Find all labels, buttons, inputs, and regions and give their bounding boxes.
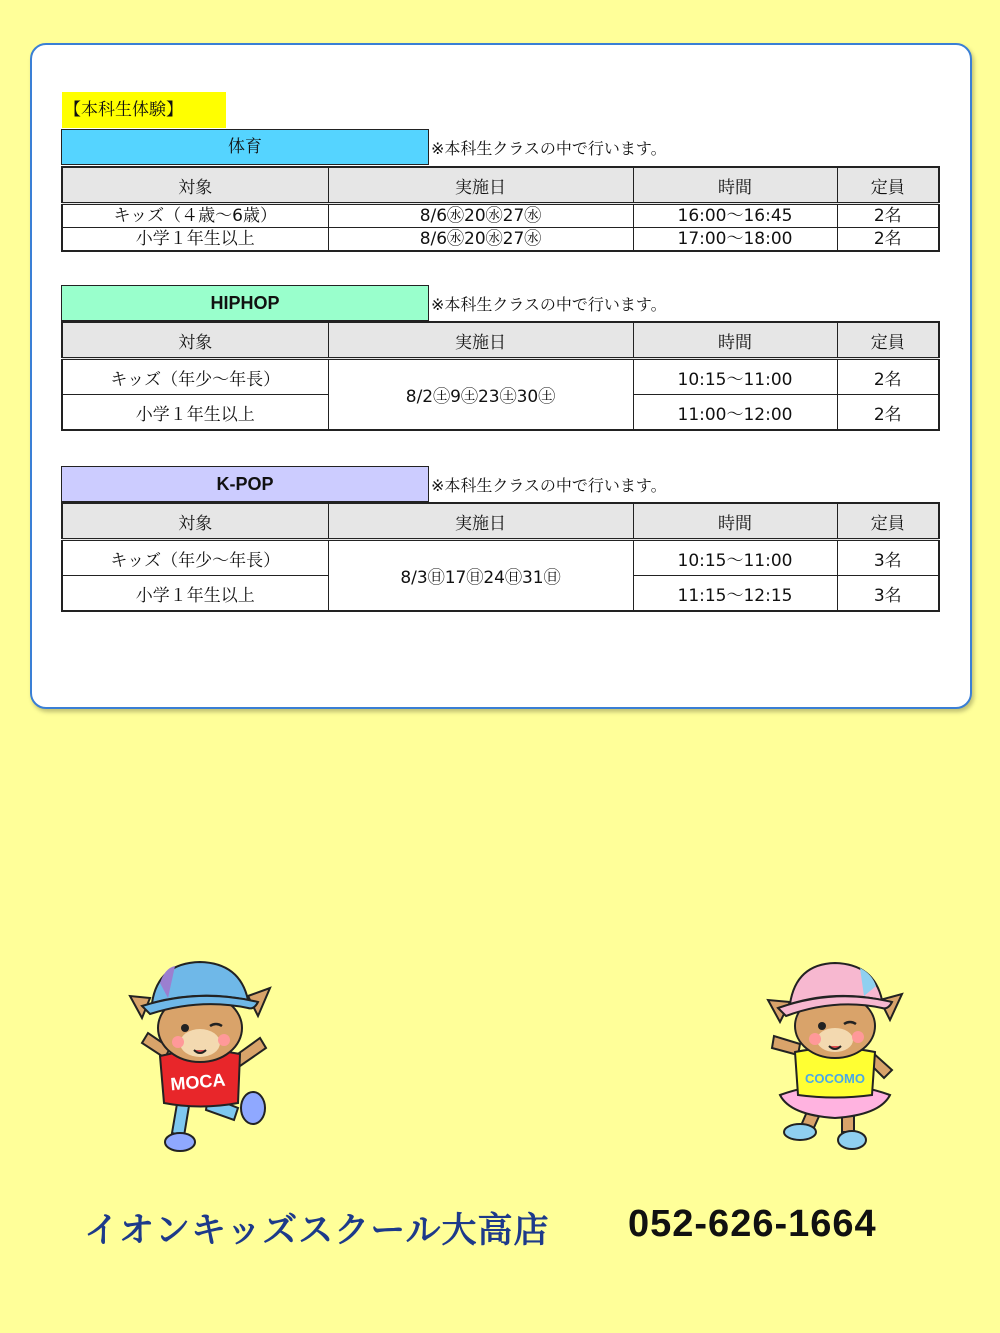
cell-capacity: 2名	[837, 359, 939, 395]
header-date: 実施日	[328, 322, 633, 359]
schedule-table	[61, 166, 940, 252]
cell-time: 16:00～16:45	[633, 204, 837, 228]
header-time: 時間	[633, 322, 837, 359]
section-taiiku	[61, 129, 940, 252]
section-note: ※本科生クラスの中で行います。	[431, 295, 667, 314]
cell-target: キッズ（４歳～6歳）	[62, 204, 328, 228]
cell-capacity: 2名	[837, 204, 939, 228]
cell-time: 11:00～12:00	[633, 395, 837, 431]
header-date: 実施日	[328, 167, 633, 204]
mascot-moca	[120, 958, 280, 1163]
cell-time: 11:15～12:15	[633, 576, 837, 612]
cell-target: 小学１年生以上	[62, 228, 328, 252]
table-row	[62, 204, 939, 228]
cell-capacity: 2名	[837, 228, 939, 252]
section-title: K-POP	[61, 466, 429, 502]
mascot-cocomo	[760, 960, 910, 1160]
header-target: 対象	[62, 503, 328, 540]
cell-capacity: 2名	[837, 395, 939, 431]
cell-capacity: 3名	[837, 576, 939, 612]
header-capacity: 定員	[837, 322, 939, 359]
section-note: ※本科生クラスの中で行います。	[431, 476, 667, 495]
section-kpop	[61, 466, 940, 612]
cell-date: 8/2㊏9㊏23㊏30㊏	[328, 359, 633, 431]
cell-date: 8/6㊌20㊌27㊌	[328, 204, 633, 228]
schedule-table	[61, 502, 940, 612]
header-time: 時間	[633, 503, 837, 540]
cell-target: キッズ（年少～年長）	[62, 359, 328, 395]
header-capacity: 定員	[837, 167, 939, 204]
cell-target: キッズ（年少～年長）	[62, 540, 328, 576]
section-title: 体育	[61, 129, 429, 165]
cell-date: 8/6㊌20㊌27㊌	[328, 228, 633, 252]
header-target: 対象	[62, 167, 328, 204]
cell-target: 小学１年生以上	[62, 395, 328, 431]
section-hiphop	[61, 285, 940, 431]
table-row	[62, 228, 939, 252]
header-target: 対象	[62, 322, 328, 359]
store-phone: 052-626-1664	[628, 1203, 877, 1245]
section-title: HIPHOP	[61, 285, 429, 321]
cell-target: 小学１年生以上	[62, 576, 328, 612]
table-row	[62, 359, 939, 395]
schedule-table	[61, 321, 940, 431]
page-heading: 【本科生体験】	[62, 92, 226, 128]
mascot-shirt-text: COCOMO	[805, 1071, 865, 1086]
mascot-shirt-text: MOCA	[169, 1069, 227, 1095]
cell-time: 10:15～11:00	[633, 359, 837, 395]
section-note: ※本科生クラスの中で行います。	[431, 139, 667, 158]
header-date: 実施日	[328, 503, 633, 540]
header-capacity: 定員	[837, 503, 939, 540]
store-name: イオンキッズスクール大高店	[84, 1211, 550, 1251]
cell-capacity: 3名	[837, 540, 939, 576]
table-row	[62, 540, 939, 576]
cell-time: 17:00～18:00	[633, 228, 837, 252]
header-time: 時間	[633, 167, 837, 204]
cell-date: 8/3㊐17㊐24㊐31㊐	[328, 540, 633, 612]
cell-time: 10:15～11:00	[633, 540, 837, 576]
